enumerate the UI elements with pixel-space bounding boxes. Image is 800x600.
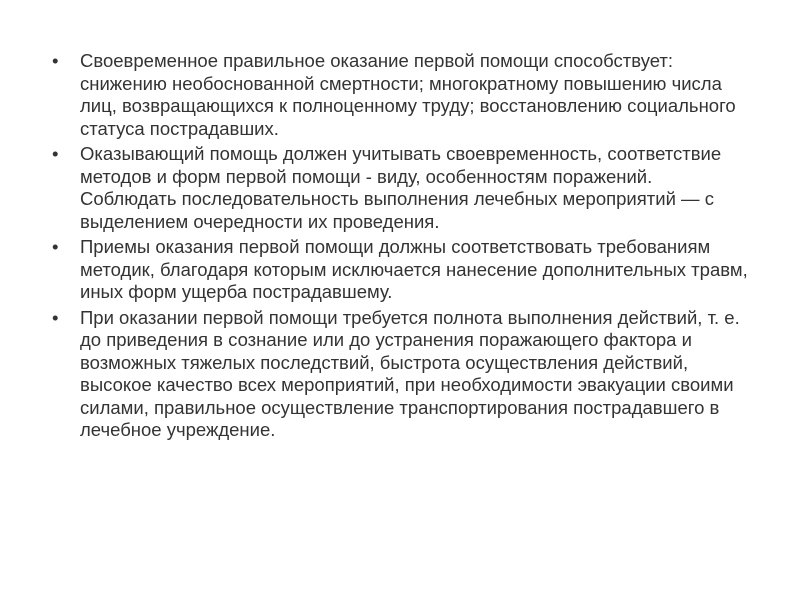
bullet-dot-icon: •: [52, 143, 59, 164]
bullet-dot-icon: •: [52, 306, 59, 328]
bullet-item-3: [52, 236, 752, 304]
bullet-item-2: [52, 143, 752, 233]
bullet-item-4: [52, 307, 752, 442]
bullet-item-1: [52, 50, 752, 140]
bullet-text: Оказывающий помощь должен учитывать своевременность, соответствие методов и форм первой помощи - виду, особенностям поражений. Соблюдать последовательность выполнения лечебных мероприятий — с выделением очередности их проведения.: [80, 143, 722, 232]
bullet-text: При оказании первой помощи требуется полнота выполнения действий, т. е. до приведения в сознание или до устранения поражающего фактора и возможных тяжелых последствий, быстрота осуществления действий, высокое качество всех мероприятий, при необходимости эвакуации своими силами, правильное осуществление транспортирования пострадавшего в лечебное учреждение.: [80, 306, 740, 440]
bullet-dot-icon: •: [52, 50, 59, 71]
bullet-list: [52, 50, 752, 445]
bullet-text: Приемы оказания первой помощи должны соответствовать требованиям методик, благодаря которым исключается нанесение дополнительных травм, иных форм ущерба пострадавшему.: [80, 236, 748, 302]
bullet-dot-icon: •: [52, 236, 59, 257]
bullet-text: Своевременное правильное оказание первой помощи способствует: снижению необоснованной смертности; многократному повышению числа лиц, возвращающихся к полноценному труду; восстановлению социального статуса пострадавших.: [80, 50, 736, 139]
